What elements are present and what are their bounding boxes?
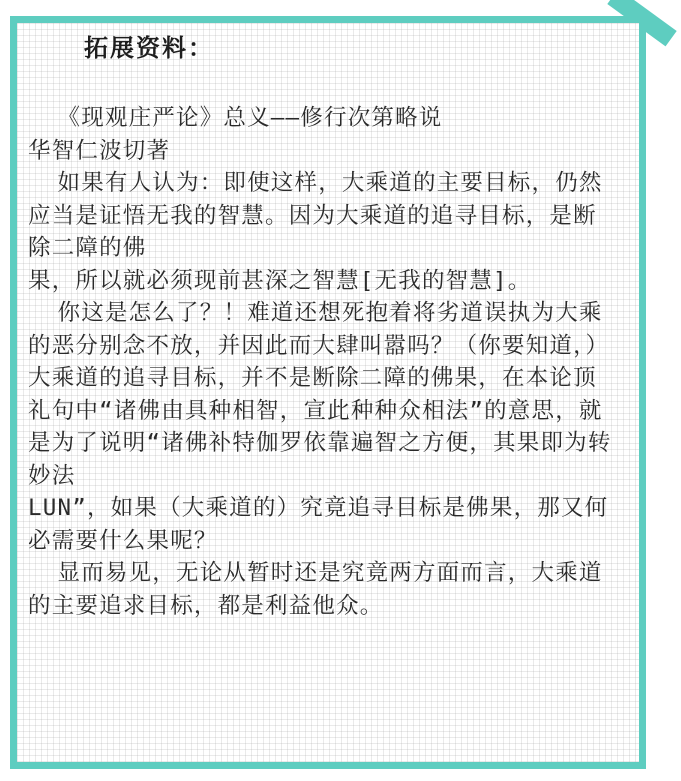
section-heading: 拓展资料： (84, 34, 214, 62)
paragraph-rebuttal: 你这是怎么了？！难道还想死抱着将劣道误执为大乘的恶分别念不放，并因此而大肆叫嚣吗？（你要知道，）大乘道的追寻目标，并不是断除二障的佛果，在本论顶礼句中“诸佛由具种相智，宣此种种众相法”的意思，就是为了说明“诸佛补特伽罗依靠遍智之方便，其果即为转妙法 LUN”，如果（大乘道的）究竟追寻目标是佛果，那又何必需要什么果呢？ (28, 300, 612, 554)
paragraph-conclusion: 显而易见，无论从暂时还是究竟两方面而言，大乘道的主要追求目标，都是利益他众。 (28, 560, 603, 619)
note-content (28, 32, 618, 622)
paragraph-source: 《现观庄严论》总义——修行次第略说 华智仁波切著 (28, 105, 443, 164)
paragraph-objection: 如果有人认为：即使这样，大乘道的主要目标，仍然应当是证悟无我的智慧。因为大乘道的追寻目标，是断除二障的佛 果，所以就必须现前甚深之智慧[无我的智慧]。 (28, 170, 603, 294)
